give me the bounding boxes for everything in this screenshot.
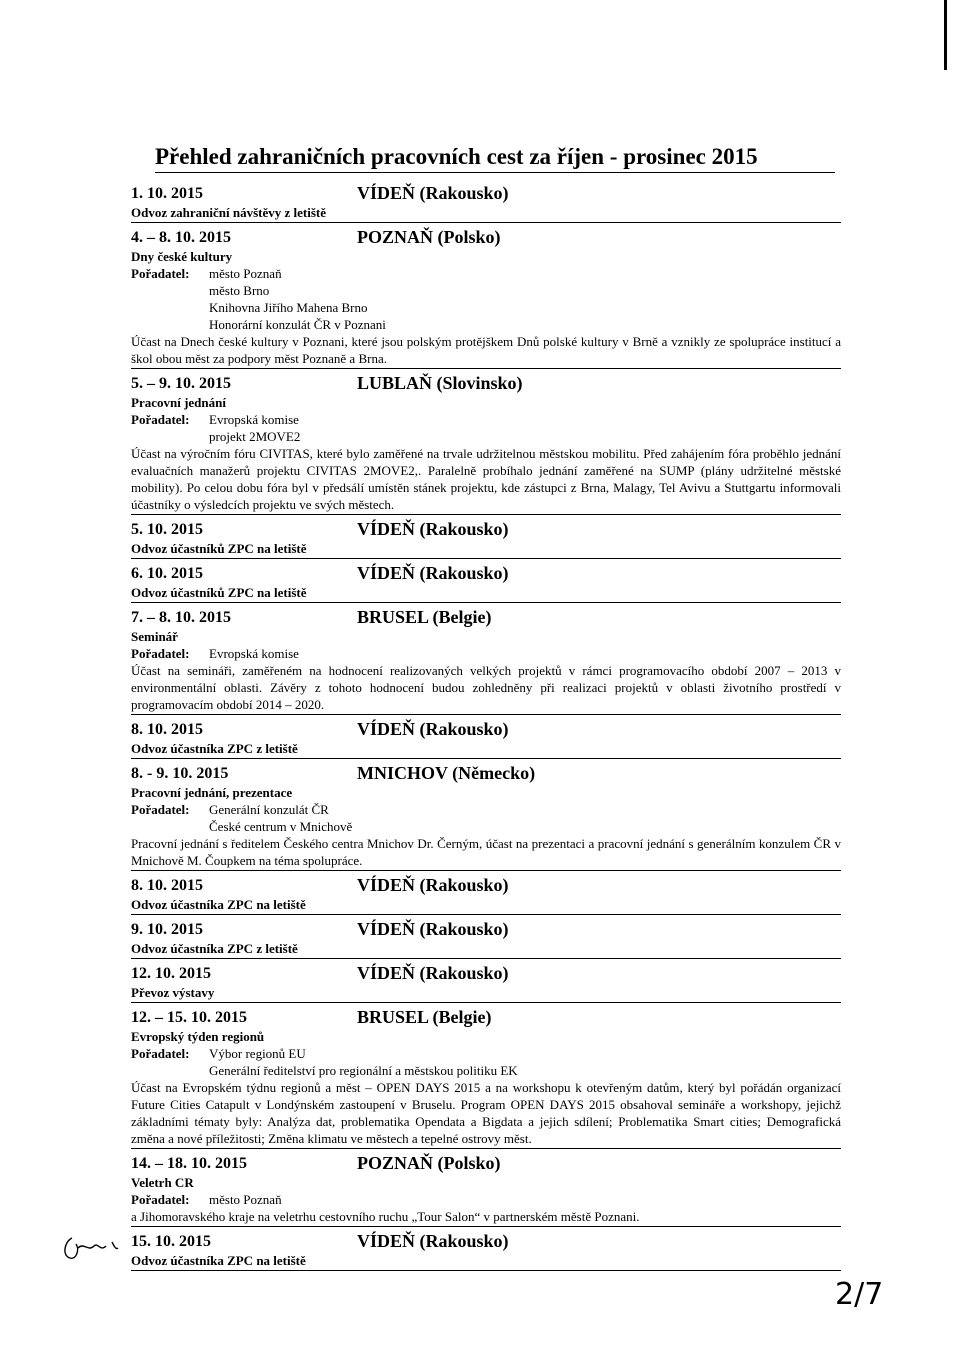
trip-header: [131, 519, 841, 540]
organizer-label: Pořadatel:: [131, 1046, 190, 1061]
trip-entry: [131, 373, 841, 515]
page-edge-rule: [944, 0, 947, 70]
trip-type: Pracovní jednání, prezentace: [131, 785, 293, 800]
trip-organizers: [131, 1191, 841, 1208]
organizer-list: [209, 1191, 841, 1208]
organizer-name: projekt 2MOVE2: [209, 429, 301, 444]
trip-entry: [131, 563, 841, 603]
trip-destination: VÍDEŇ (Rakousko): [357, 563, 509, 583]
organizer-name: město Brno: [209, 283, 270, 298]
trip-description: Účast na Evropském týdnu regionů a měst – OPEN DAYS 2015 a na workshopu k otevřeným datům, který byl pořádán organizací Future Cities Catapult v Londýnském zastoupení v Bruselu. Program OPEN DAYS 2015 obsahoval semináře a workshopy, jejichž základními tématy byly: Analýza dat, problematika Opendata a Bigdata a jejich sdílení; Problematika Smart cities; Demografická změna a nové příležitosti; Změna klimatu ve městech a tepelné ostrovy měst.: [131, 1080, 841, 1146]
trip-destination: POZNAŇ (Polsko): [357, 227, 501, 247]
organizer-name: Honorární konzulát ČR v Poznani: [209, 317, 386, 332]
trip-date: 1. 10. 2015: [131, 185, 203, 202]
trip-entry: [131, 963, 841, 1003]
organizer-name: město Poznaň: [209, 266, 282, 281]
trip-destination: VÍDEŇ (Rakousko): [357, 519, 509, 539]
trip-date: 6. 10. 2015: [131, 565, 203, 582]
trip-organizers: [131, 1045, 841, 1079]
trip-organizers: [131, 411, 841, 445]
trip-destination: VÍDEŇ (Rakousko): [357, 919, 509, 939]
trip-destination: LUBLAŇ (Slovinsko): [357, 373, 523, 393]
organizer-label: Pořadatel:: [131, 646, 190, 661]
trip-header: [131, 1231, 841, 1252]
trip-entry: [131, 875, 841, 915]
trip-entry: [131, 227, 841, 369]
organizer-name: Generální konzulát ČR: [209, 802, 329, 817]
trip-type: Dny české kultury: [131, 249, 233, 264]
trip-entry: [131, 519, 841, 559]
organizer-label: Pořadatel:: [131, 412, 190, 427]
trip-destination: BRUSEL (Belgie): [357, 607, 492, 627]
trip-date: 14. – 18. 10. 2015: [131, 1155, 247, 1172]
trip-destination: VÍDEŇ (Rakousko): [357, 719, 509, 739]
trip-type: Seminář: [131, 629, 178, 644]
page-title: Přehled zahraničních pracovních cest za říjen - prosinec 2015: [155, 143, 835, 173]
trip-destination: VÍDEŇ (Rakousko): [357, 875, 509, 895]
trip-date: 8. - 9. 10. 2015: [131, 765, 229, 782]
trip-entry: [131, 1007, 841, 1149]
trip-type: Evropský týden regionů: [131, 1029, 265, 1044]
trip-organizers: [131, 801, 841, 835]
trip-date: 5. 10. 2015: [131, 521, 203, 538]
trip-header: [131, 183, 841, 204]
trip-destination: MNICHOV (Německo): [357, 763, 536, 783]
trip-type: Veletrh CR: [131, 1175, 194, 1190]
handwritten-signature: [58, 1228, 138, 1268]
trip-description: a Jihomoravského kraje na veletrhu cestovního ruchu „Tour Salon“ v partnerském městě Poznani.: [131, 1209, 640, 1224]
trip-entry: [131, 719, 841, 759]
trip-type: Pracovní jednání: [131, 395, 226, 410]
trip-entry: [131, 607, 841, 715]
organizer-label: Pořadatel:: [131, 802, 190, 817]
trip-header: [131, 919, 841, 940]
organizer-label: Pořadatel:: [131, 1192, 190, 1207]
trip-description: Účast na výročním fóru CIVITAS, které bylo zaměřené na trvale udržitelnou městskou mobilitu. Před zahájením fóra proběhlo jednání evaluačních manažerů projektu CIVITAS 2MOVE2,. Paralelně probíhalo jednání zaměřené na SUMP (plány udržitelné městské mobility). Po celou dobu fóra byl v předsálí umístěn stánek projektu, kde zástupci z Brna, Malagy, Tel Avivu a Stuttgartu informovali účastníky o výsledcích projektu ve svých městech.: [131, 446, 841, 512]
trip-description: Pracovní jednání s ředitelem Českého centra Mnichov Dr. Černým, účast na prezentaci a pracovní jednání s generálním konzulem ČR v Mnichově M. Čoupkem na téma spolupráce.: [131, 836, 841, 868]
trip-type: Odvoz účastníka ZPC z letiště: [131, 741, 298, 756]
trip-type: Převoz výstavy: [131, 985, 215, 1000]
trip-date: 5. – 9. 10. 2015: [131, 375, 231, 392]
trip-description: Účast na semináři, zaměřeném na hodnocení realizovaných velkých projektů v rámci programovacího období 2007 – 2013 v environmentální oblasti. Závěry z tohoto hodnocení budou zohledněny při realizaci projektů v oblasti životního prostředí v programovacím období 2014 – 2020.: [131, 663, 841, 712]
trip-date: 12. – 15. 10. 2015: [131, 1009, 247, 1026]
trip-destination: POZNAŇ (Polsko): [357, 1153, 501, 1173]
organizer-list: [209, 265, 841, 333]
trip-entry: [131, 763, 841, 871]
organizer-name: Výbor regionů EU: [209, 1046, 306, 1061]
trip-type: Odvoz účastníka ZPC na letiště: [131, 897, 306, 912]
organizer-name: Generální ředitelství pro regionální a městskou politiku EK: [209, 1063, 518, 1078]
trip-entry: [131, 1231, 841, 1271]
trip-entry: [131, 183, 841, 223]
trip-header: [131, 719, 841, 740]
trip-description: Účast na Dnech české kultury v Poznani, které jsou polským protějškem Dnů polské kultury v Brně a vznikly ze spolupráce institucí a škol obou měst za podpory měst Poznaně a Brna.: [131, 334, 841, 366]
trip-date: 7. – 8. 10. 2015: [131, 609, 231, 626]
trip-type: Odvoz účastníků ZPC na letiště: [131, 585, 307, 600]
trip-header: [131, 1153, 841, 1174]
trip-header: [131, 227, 841, 248]
trip-date: 12. 10. 2015: [131, 965, 211, 982]
trip-destination: VÍDEŇ (Rakousko): [357, 963, 509, 983]
trip-type: Odvoz účastníka ZPC na letiště: [131, 1253, 306, 1268]
trip-entry: [131, 1153, 841, 1227]
organizer-name: Evropská komise: [209, 646, 299, 661]
trip-header: [131, 563, 841, 584]
trip-list: [131, 183, 841, 1275]
trip-header: [131, 373, 841, 394]
trip-header: [131, 607, 841, 628]
trip-organizers: [131, 645, 841, 662]
page-number: 2/7: [835, 1277, 884, 1312]
trip-header: [131, 963, 841, 984]
trip-type: Odvoz účastníků ZPC na letiště: [131, 541, 307, 556]
organizer-name: Evropská komise: [209, 412, 299, 427]
trip-entry: [131, 919, 841, 959]
trip-type: Odvoz zahraniční návštěvy z letiště: [131, 205, 326, 220]
trip-date: 9. 10. 2015: [131, 921, 203, 938]
organizer-list: [209, 801, 841, 835]
organizer-list: [209, 645, 841, 662]
trip-date: 15. 10. 2015: [131, 1233, 211, 1250]
trip-date: 4. – 8. 10. 2015: [131, 229, 231, 246]
organizer-label: Pořadatel:: [131, 266, 190, 281]
trip-date: 8. 10. 2015: [131, 721, 203, 738]
trip-destination: VÍDEŇ (Rakousko): [357, 1231, 509, 1251]
organizer-name: Knihovna Jiřího Mahena Brno: [209, 300, 368, 315]
trip-destination: VÍDEŇ (Rakousko): [357, 183, 509, 203]
trip-date: 8. 10. 2015: [131, 877, 203, 894]
organizer-name: město Poznaň: [209, 1192, 282, 1207]
trip-organizers: [131, 265, 841, 333]
trip-header: [131, 1007, 841, 1028]
trip-header: [131, 763, 841, 784]
trip-destination: BRUSEL (Belgie): [357, 1007, 492, 1027]
organizer-list: [209, 411, 841, 445]
organizer-name: České centrum v Mnichově: [209, 819, 353, 834]
trip-type: Odvoz účastníka ZPC z letiště: [131, 941, 298, 956]
organizer-list: [209, 1045, 841, 1079]
trip-header: [131, 875, 841, 896]
